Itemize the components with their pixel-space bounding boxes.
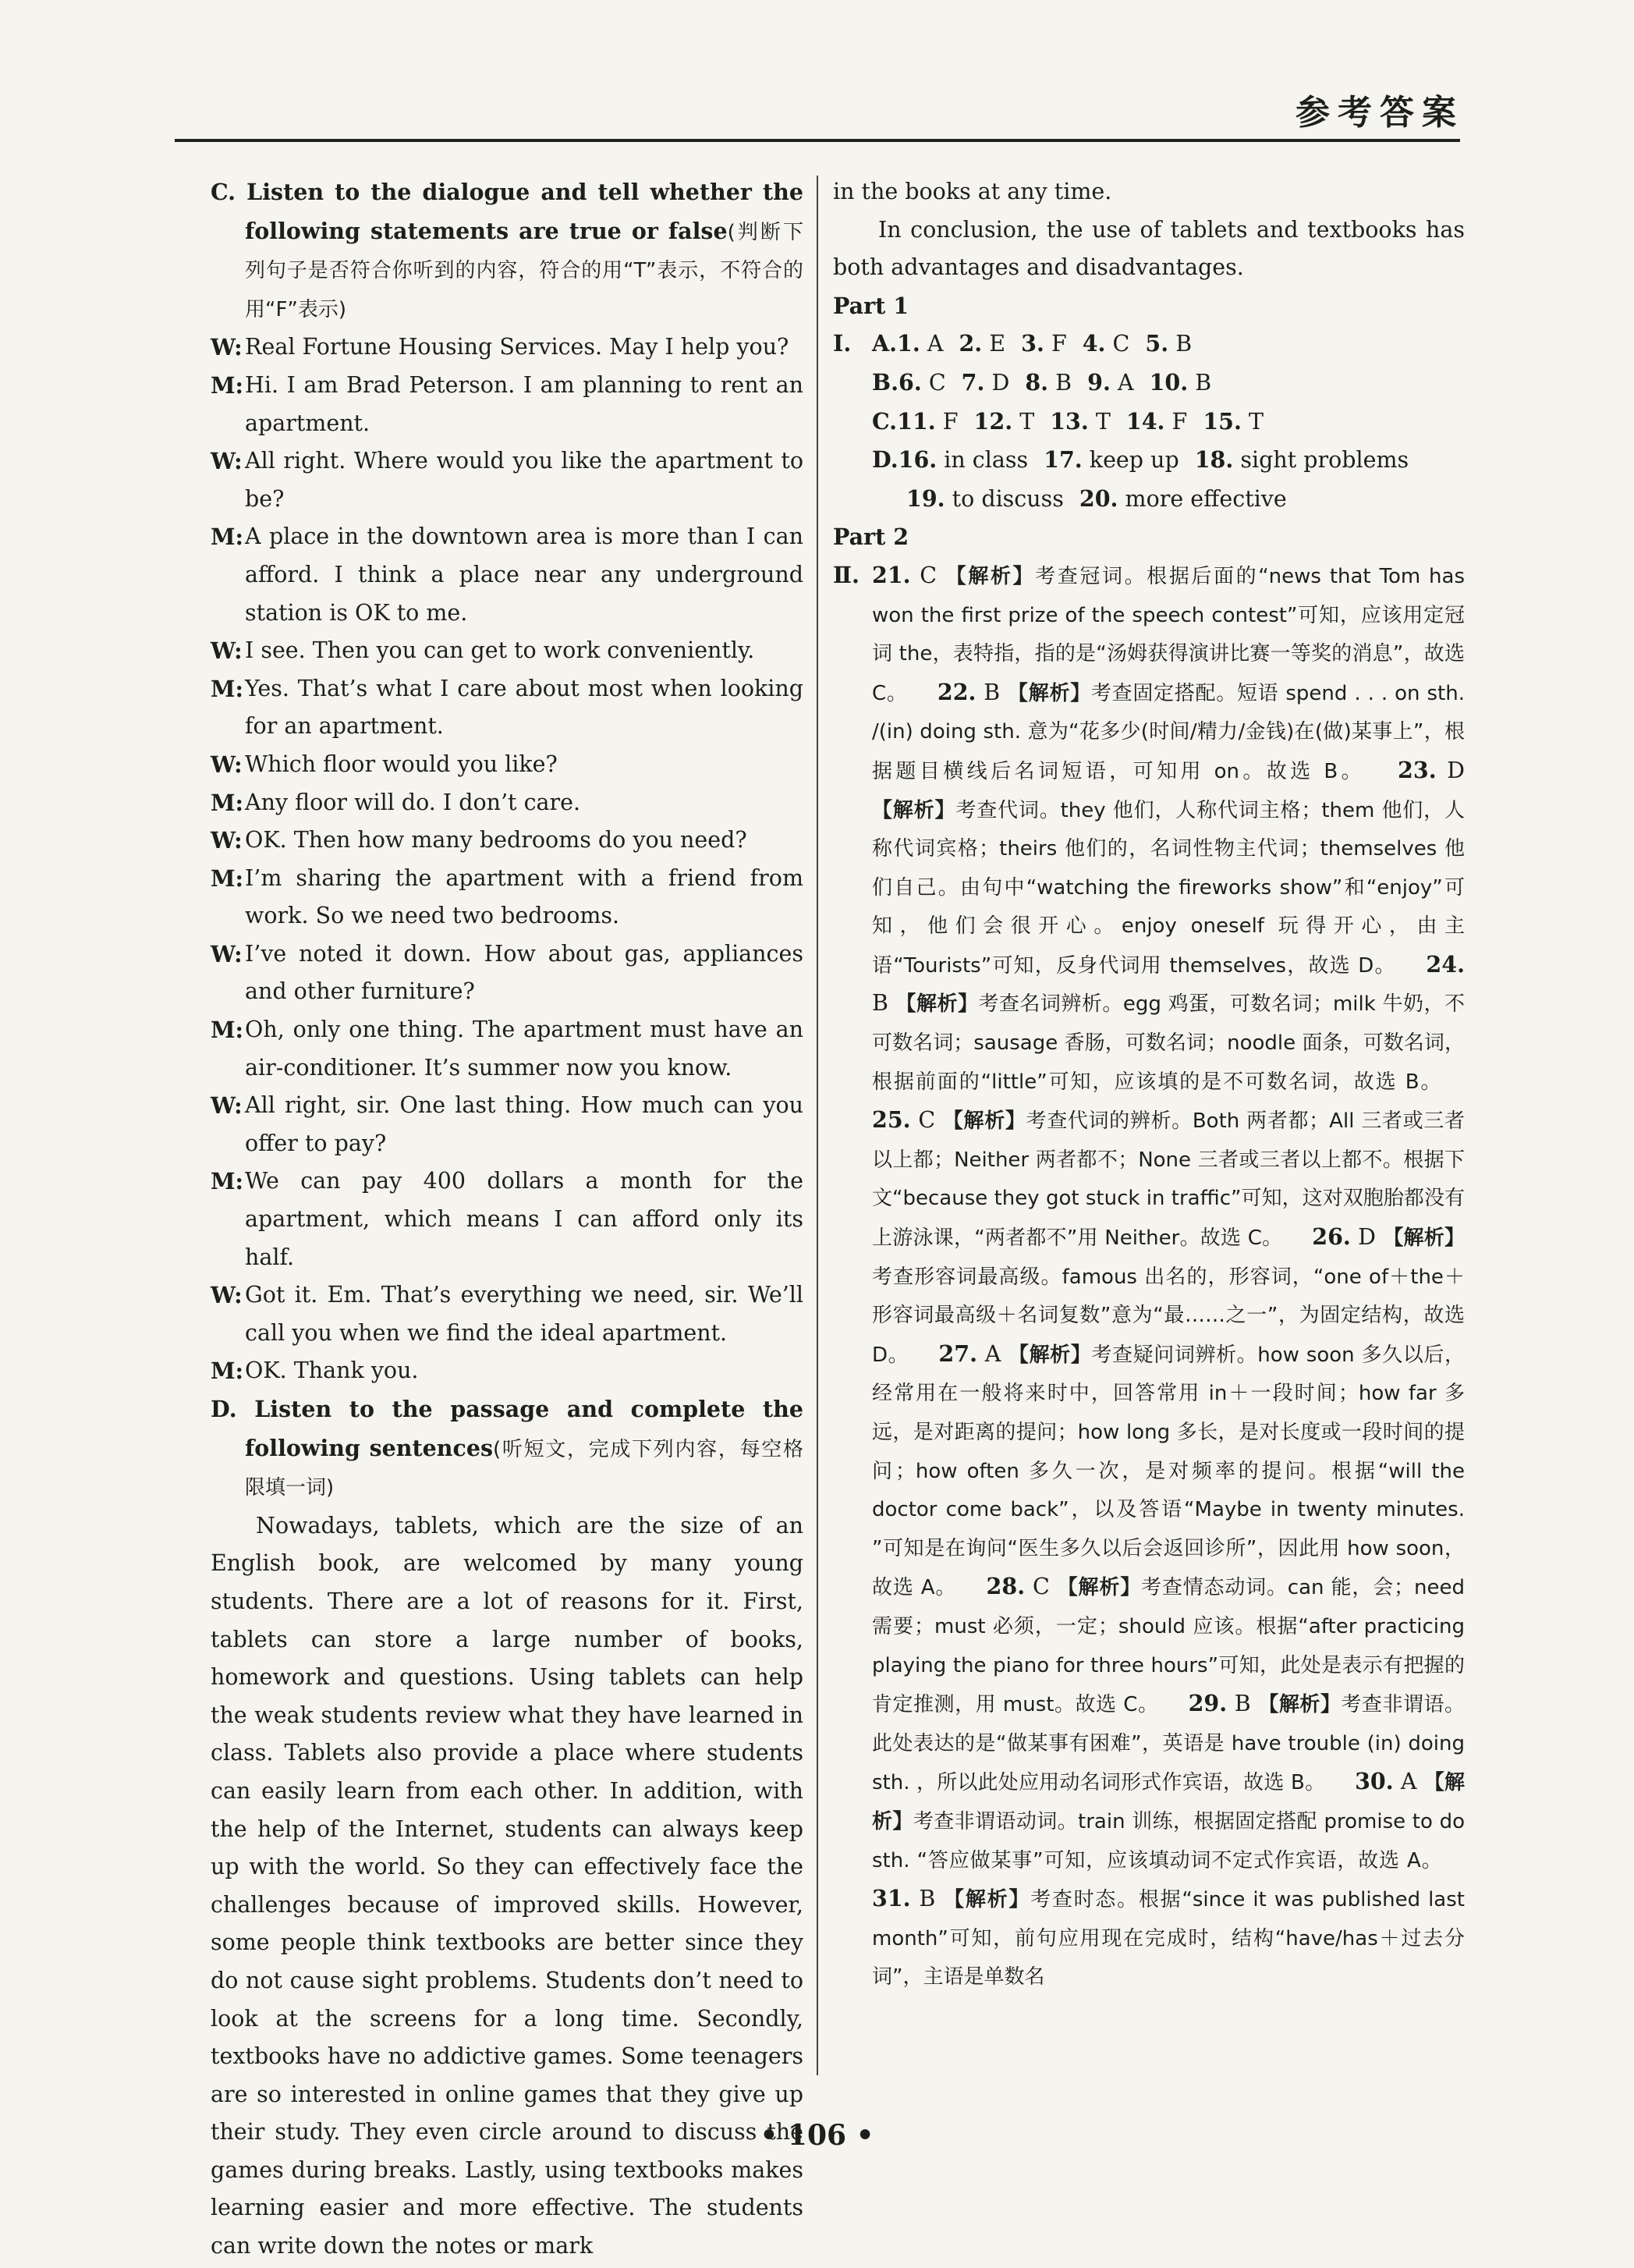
explanation-item	[872, 1068, 1465, 1250]
dialogue-line	[211, 746, 803, 784]
answer-number: 16.	[898, 446, 938, 474]
part2-block	[833, 556, 1465, 1996]
answer-number: 4.	[1082, 330, 1106, 357]
question-number: 22.	[937, 678, 977, 705]
header-title: 参考答案	[1296, 93, 1464, 133]
answer-value: B	[1055, 369, 1072, 396]
answer-number: 10.	[1149, 368, 1189, 396]
dialogue-line	[211, 442, 803, 518]
answer-value: more effective	[1125, 485, 1287, 512]
dialogue-text: Hi. I am Brad Peterson. I am planning to rent an apartment.	[245, 371, 803, 436]
explanation-tag: 【解析】	[945, 564, 1036, 588]
header-rule	[175, 139, 1460, 142]
dialogue-text: Any floor will do. I don’t care.	[245, 789, 581, 815]
explanation-text: 考查非谓语。此处表达的是“做某事有困难”，英语是 have trouble (in) doing sth. ，所以此处应用动名词形式作宾语，故选 B。	[872, 1693, 1466, 1795]
speaker-label: W:	[211, 448, 243, 475]
dialogue-text: A place in the downtown area is more than I can afford. I think a place near any underground station is OK to me.	[245, 524, 803, 626]
speaker-label: W:	[211, 940, 243, 967]
dialogue-line	[211, 328, 803, 367]
part2-explanations	[872, 556, 1465, 1996]
dialogue-line	[211, 518, 803, 632]
dialogue-text: Which floor would you like?	[245, 751, 558, 777]
answer-number: 8.	[1025, 368, 1049, 396]
answer-number: 3.	[1021, 330, 1044, 357]
answer-value: T	[1248, 408, 1264, 435]
dialogue-line	[211, 632, 803, 670]
explanation-text: 考查名词辨析。egg 鸡蛋，可数名词；milk 牛奶，不可数名词；sausage 香肠，可数名词；noodle 面条，可数名词，根据前面的“little”可知，应该填的是不可数名词，故选 B。	[872, 992, 1465, 1094]
answer-row	[833, 480, 1465, 519]
dialogue-text: All right. Where would you like the apartment to be?	[245, 448, 803, 512]
answer-value: T	[1095, 408, 1111, 435]
dialogue-line	[211, 784, 803, 822]
question-number: 27.	[938, 1340, 978, 1367]
answer-letter: B	[919, 1886, 936, 1912]
answer-item	[1087, 364, 1133, 403]
explanation-tag: 【解析】	[944, 1888, 1031, 1912]
dialogue-text: Yes. That’s what I care about most when looking for an apartment.	[245, 675, 803, 740]
dialogue-text: OK. Then how many bedrooms do you need?	[245, 827, 747, 854]
section-d-title: D. Listen to the passage and complete the following sentences(听短文，完成下列内容，每空格限填一词)	[211, 1396, 803, 1500]
answer-item	[897, 403, 958, 442]
answer-item	[1083, 325, 1130, 364]
question-number: 31.	[872, 1885, 911, 1912]
answer-item	[1150, 364, 1212, 403]
explanation-text: 考查冠词。根据后面的“news that Tom has won the first prize of the speech contest”可知，应该用定冠词 the，表特指，指的是“汤姆获得演讲比赛一等奖的消息”，故选 C。	[872, 564, 1466, 705]
explanation-item	[872, 758, 1465, 978]
dialogue-line	[211, 1087, 803, 1162]
right-column	[833, 173, 1465, 1996]
answer-item	[1203, 403, 1264, 442]
dialogue-text: OK. Thank you.	[245, 1358, 419, 1384]
answer-value: B	[1195, 369, 1212, 396]
speaker-label: W:	[211, 827, 243, 854]
answer-value: F	[942, 408, 959, 435]
dialogue-text: Oh, only one thing. The apartment must have an air-conditioner. It’s summer now you know.	[245, 1017, 803, 1081]
speaker-label: M:	[211, 1358, 244, 1385]
answer-number: 18.	[1194, 446, 1234, 474]
dialogue	[211, 328, 803, 1390]
answer-row	[833, 441, 1465, 480]
answer-number: 1.	[897, 330, 920, 357]
answer-number: 14.	[1125, 407, 1165, 435]
question-number: 23.	[1398, 756, 1437, 783]
dialogue-line	[211, 367, 803, 442]
answer-value: sight problems	[1240, 447, 1409, 474]
dialogue-text: We can pay 400 dollars a month for the apartment, which means I can afford only its half.	[245, 1168, 803, 1270]
left-column	[211, 173, 803, 2266]
question-number: 30.	[1355, 1768, 1394, 1795]
answer-row	[833, 325, 1465, 364]
answer-row-prefix: Ⅰ.	[833, 330, 852, 357]
answer-section-letter: D.	[872, 446, 899, 474]
answer-letter: A	[1400, 1769, 1417, 1795]
speaker-label: M:	[211, 864, 244, 892]
answer-item	[897, 325, 943, 364]
answer-value: keep up	[1089, 447, 1179, 474]
answer-number: 12.	[973, 407, 1013, 435]
speaker-label: M:	[211, 371, 244, 399]
passage-end: in the books at any time.	[833, 179, 1112, 204]
answer-row-prefix	[833, 403, 872, 442]
answer-value: C	[1112, 331, 1130, 357]
answer-number: 7.	[961, 368, 985, 396]
explanation-text: 考查时态。根据“since it was published last month”可知，前句应用现在完成时，结构“have/has＋过去分词”，主语是单数名	[872, 1888, 1465, 1989]
answer-value: C	[928, 369, 946, 396]
dialogue-line	[211, 1162, 803, 1276]
page-number: • 106 •	[760, 2119, 874, 2152]
answer-number: 6.	[899, 368, 922, 396]
question-number: 24.	[1426, 950, 1465, 978]
speaker-label: W:	[211, 751, 243, 778]
speaker-label: M:	[211, 789, 244, 816]
answer-section-letter: B.	[872, 368, 899, 396]
dialogue-text: All right, sir. One last thing. How much can you offer to pay?	[245, 1092, 803, 1156]
answer-letter: B	[872, 990, 888, 1017]
answer-value: B	[1175, 331, 1193, 357]
answer-section-letter: A.	[872, 330, 898, 357]
answer-item	[1021, 325, 1067, 364]
dialogue-line	[211, 822, 803, 860]
answer-item	[1079, 480, 1287, 519]
speaker-label: W:	[211, 637, 243, 665]
speaker-label: M:	[211, 524, 244, 551]
answer-row	[833, 403, 1465, 442]
dialogue-line	[211, 860, 803, 935]
answer-item	[899, 364, 946, 403]
explanation-tag: 【解析】	[1057, 1576, 1142, 1600]
explanation-tag: 【解析】	[872, 798, 956, 822]
answer-item	[906, 480, 1064, 519]
answer-item	[1126, 403, 1187, 442]
question-number: 25.	[872, 1106, 911, 1134]
dialogue-text: I see. Then you can get to work conveniently.	[245, 637, 755, 664]
answer-number: 20.	[1079, 484, 1118, 512]
answer-number: 5.	[1145, 330, 1169, 357]
answer-value: F	[1051, 331, 1067, 357]
answer-letter: C	[1033, 1574, 1050, 1600]
question-number: 26.	[1312, 1223, 1351, 1251]
explanation-tag: 【解析】	[1008, 1343, 1092, 1367]
passage-conclusion: In conclusion, the use of tablets and textbooks has both advantages and disadvantages.	[833, 216, 1465, 281]
explanation-tag: 【解析】	[1383, 1226, 1466, 1251]
question-number: 29.	[1188, 1690, 1228, 1717]
answer-row-prefix	[833, 480, 872, 519]
answer-number: 2.	[959, 330, 983, 357]
answer-value: A	[927, 331, 944, 357]
explanation-text: 考查疑问词辨析。how soon 多久以后，经常用在一般将来时中，回答常用 in＋一段时间；how far 多远，是对距离的提问；how long 多长，是对长度或一段时间的提问；how often 多久一次，是对频率的提问。根据“will the doctor come back”，以及答语“Maybe in twenty minutes. ”可知是在询问“医生多久以后会返回诊所”，因此用 how soon，故选 A。	[872, 1343, 1465, 1600]
answer-item	[1025, 364, 1072, 403]
part1-title: Part 1	[833, 292, 909, 319]
part1-answers	[833, 325, 1465, 518]
answer-value: to discuss	[952, 485, 1064, 512]
speaker-label: M:	[211, 1017, 244, 1044]
answer-value: E	[989, 331, 1006, 357]
answer-row	[833, 364, 1465, 403]
dialogue-text: I’ve noted it down. How about gas, appliances and other furniture?	[245, 940, 803, 1005]
part2-prefix: Ⅱ.	[833, 561, 860, 588]
explanation-text: 考查代词的辨析。Both 两者都；All 三者或三者以上都；Neither 两者都不；None 三者或三者以上都不。根据下文“because they got stuck in traffic”可知，这对双胞胎都没有上游泳课，“两者都不”用 Neither。故选 C。	[872, 1109, 1465, 1251]
dialogue-line	[211, 1276, 803, 1352]
answer-item	[962, 364, 1010, 403]
answer-value: T	[1019, 408, 1035, 435]
answer-row-prefix	[833, 364, 872, 403]
answer-value: D	[991, 369, 1010, 396]
speaker-label: W:	[211, 1282, 243, 1309]
dialogue-line	[211, 1352, 803, 1390]
answer-letter: C	[920, 562, 938, 588]
explanation-tag: 【解析】	[1008, 681, 1091, 705]
explanation-text: 考查情态动词。can 能，会；need 需要；must 必须，一定；should 应该。根据“after practicing playing the piano for three hours”可知，此处是表示有把握的肯定推测，用 must。故选 C。	[872, 1576, 1466, 1717]
answer-section-letter: C.	[872, 407, 898, 435]
dialogue-line	[211, 1011, 803, 1087]
answer-number: 15.	[1203, 407, 1242, 435]
answer-item	[1044, 441, 1179, 480]
answer-letter: B	[984, 679, 1001, 705]
answer-row-prefix	[833, 441, 872, 480]
dialogue-line	[211, 935, 803, 1011]
dialogue-text: Real Fortune Housing Services. May I help you?	[245, 334, 789, 360]
section-c-title: C. Listen to the dialogue and tell whether the following statements are true or false(判断下列句子是否符合你听到的内容，符合的用“T”表示，不符合的用“F”表示)	[211, 179, 803, 321]
dialogue-line	[211, 670, 803, 746]
answer-item	[959, 325, 1005, 364]
answer-number: 9.	[1087, 368, 1111, 396]
answer-letter: D	[1447, 757, 1465, 783]
question-number: 28.	[986, 1573, 1026, 1600]
explanation-text: 考查形容词最高级。famous 出名的，形容词，“one of＋the＋形容词最高级＋名词复数”意为“最……之一”，为固定结构，故选 D。	[872, 1265, 1465, 1367]
answer-value: in class	[944, 447, 1029, 474]
question-number: 21.	[872, 561, 911, 588]
answer-value: A	[1117, 369, 1134, 396]
answer-letter: B	[1234, 1691, 1251, 1717]
explanation-item	[872, 1341, 1465, 1600]
explanation-tag: 【解析】	[895, 992, 979, 1017]
answer-item	[899, 441, 1029, 480]
explanation-text: 考查代词。they 他们，人称代词主格；them 他们，人称代词宾格；theirs 他们的，名词性物主代词；themselves 他们自己。由句中“watching the fireworks show”和“enjoy”可知，他们会很开心。enjoy oneself 玩得开心，由主语“Tourists”可知，反身代词用 themselves，故选 D。	[872, 798, 1465, 978]
speaker-label: W:	[211, 1092, 243, 1120]
answer-letter: A	[984, 1340, 1001, 1367]
dialogue-text: I’m sharing the apartment with a friend from work. So we need two bedrooms.	[245, 864, 803, 929]
explanation-tag: 【解析】	[942, 1109, 1026, 1134]
answer-item	[1050, 403, 1111, 442]
explanation-text: 考查非谓语动词。train 训练，根据固定搭配 promise to do sth. “答应做某事”可知，应该填动词不定式作宾语，故选 A。	[872, 1809, 1465, 1872]
answer-letter: C	[918, 1107, 936, 1134]
answer-item	[1195, 441, 1409, 480]
answer-item	[974, 403, 1035, 442]
passage: Nowadays, tablets, which are the size of an English book, are welcomed by many young students. There are a lot of reasons for it. First, tablets can store a large number of books, homework and questions. Using tablets can help the weak students review what they have learned in class. Tablets also provide a place where students can easily learn from each other. In addition, with the help of the Internet, students can always keep up with the world. So they can effectively face the challenges because of improved skills. However, some people think textbooks are better since they do not cause sight problems. Students don’t need to look at the screens for a long time. Secondly, textbooks have no addictive games. Some teenagers are so interested in online games that they give up their study. They even circle around to discuss the games during breaks. Lastly, using textbooks makes learning easier and more effective. The students can write down the notes or mark	[211, 1512, 803, 2259]
answer-number: 13.	[1050, 407, 1089, 435]
answer-number: 19.	[906, 484, 945, 512]
speaker-label: M:	[211, 1168, 244, 1195]
answer-number: 11.	[897, 407, 936, 435]
explanation-tag: 【解析】	[1258, 1693, 1342, 1717]
explanation-text: 考查固定搭配。短语 spend . . . on sth. /(in) doing sth. 意为“花多少(时间/精力/金钱)在(做)某事上”，根据题目横线后名词短语，可知用 on。故选 B。	[872, 681, 1465, 783]
answer-number: 17.	[1044, 446, 1083, 474]
speaker-label: W:	[211, 334, 243, 361]
answer-item	[1145, 325, 1192, 364]
answer-letter: D	[1358, 1224, 1376, 1251]
dialogue-text: Got it. Em. That’s everything we need, sir. We’ll call you when we find the ideal apartment.	[245, 1282, 803, 1346]
explanation-tag: 【解析】	[872, 1771, 1465, 1833]
column-divider	[817, 176, 818, 2075]
speaker-label: M:	[211, 675, 244, 702]
part2-title: Part 2	[833, 524, 909, 551]
answer-value: F	[1171, 408, 1188, 435]
